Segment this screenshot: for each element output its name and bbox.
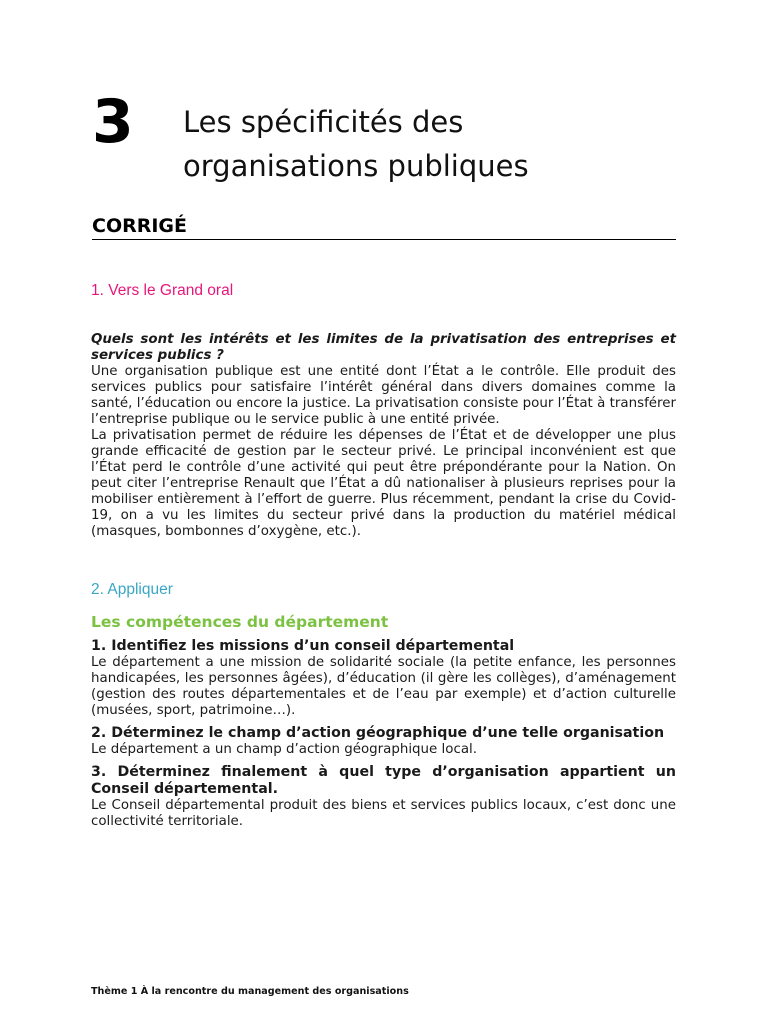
section-1-heading: 1. Vers le Grand oral xyxy=(91,282,234,299)
grand-oral-question: Quels sont les intérêts et les limites de la privatisation des entreprises et services publics ? xyxy=(91,332,676,363)
answer-2: Le département a un champ d’action géographique local. xyxy=(91,742,478,757)
section-2-subheading: Les compétences du département xyxy=(91,613,389,631)
question-1: 1. Identifiez les missions d’un conseil départemental xyxy=(91,638,515,654)
answer-paragraph-2: La privatisation permet de réduire les dépenses de l’État et de développer une plus grande efficacité de gestion par le secteur privé. Le principal inconvénient est que l’État perd le contrôle d’une activité qui peut être prépondérante pour la Nation. On peut citer l’entreprise Renault que l’État a dû nationaliser à plusieurs reprises pour la mobiliser entièrement à l’effort de guerre. Plus récemment, pendant la crise du Covid-19, on a vu les limites du secteur privé dans la production du matériel médical (masques, bombonnes d’oxygène, etc.). xyxy=(91,428,676,539)
question-2: 2. Déterminez le champ d’action géographique d’une telle organisation xyxy=(91,725,665,741)
document-body xyxy=(91,281,676,830)
page-footer: Thème 1 À la rencontre du management des organisations xyxy=(91,986,409,997)
answer-paragraph-1: Une organisation publique est une entité dont l’État a le contrôle. Elle produit des services publics pour satisfaire l’intérêt général dans divers domaines comme la santé, l’éducation ou encore la justice. La privatisation consiste pour l’État à transférer l’entreprise publique ou le service public à une entité privée. xyxy=(91,364,676,427)
answer-1: Le département a une mission de solidarité sociale (la petite enfance, les personnes handicapées, les personnes âgées), d’éducation (il gère les collèges), d’aménagement (gestion des routes départementales et de l’eau par exemple) et d’action culturelle (musées, sport, patrimoine…). xyxy=(91,655,676,718)
corrige-heading: CORRIGÉ xyxy=(92,213,676,240)
chapter-title-line-2: organisations publiques xyxy=(183,149,529,183)
section-2-heading: 2. Appliquer xyxy=(91,581,173,598)
chapter-title xyxy=(183,100,529,188)
chapter-number: 3 xyxy=(92,87,134,157)
answer-3: Le Conseil départemental produit des biens et services publics locaux, c’est donc une collectivité territoriale. xyxy=(91,798,676,829)
question-3: 3. Déterminez finalement à quel type d’organisation appartient un Conseil départemental. xyxy=(91,764,676,797)
chapter-title-line-1: Les spécificités des xyxy=(183,105,464,139)
